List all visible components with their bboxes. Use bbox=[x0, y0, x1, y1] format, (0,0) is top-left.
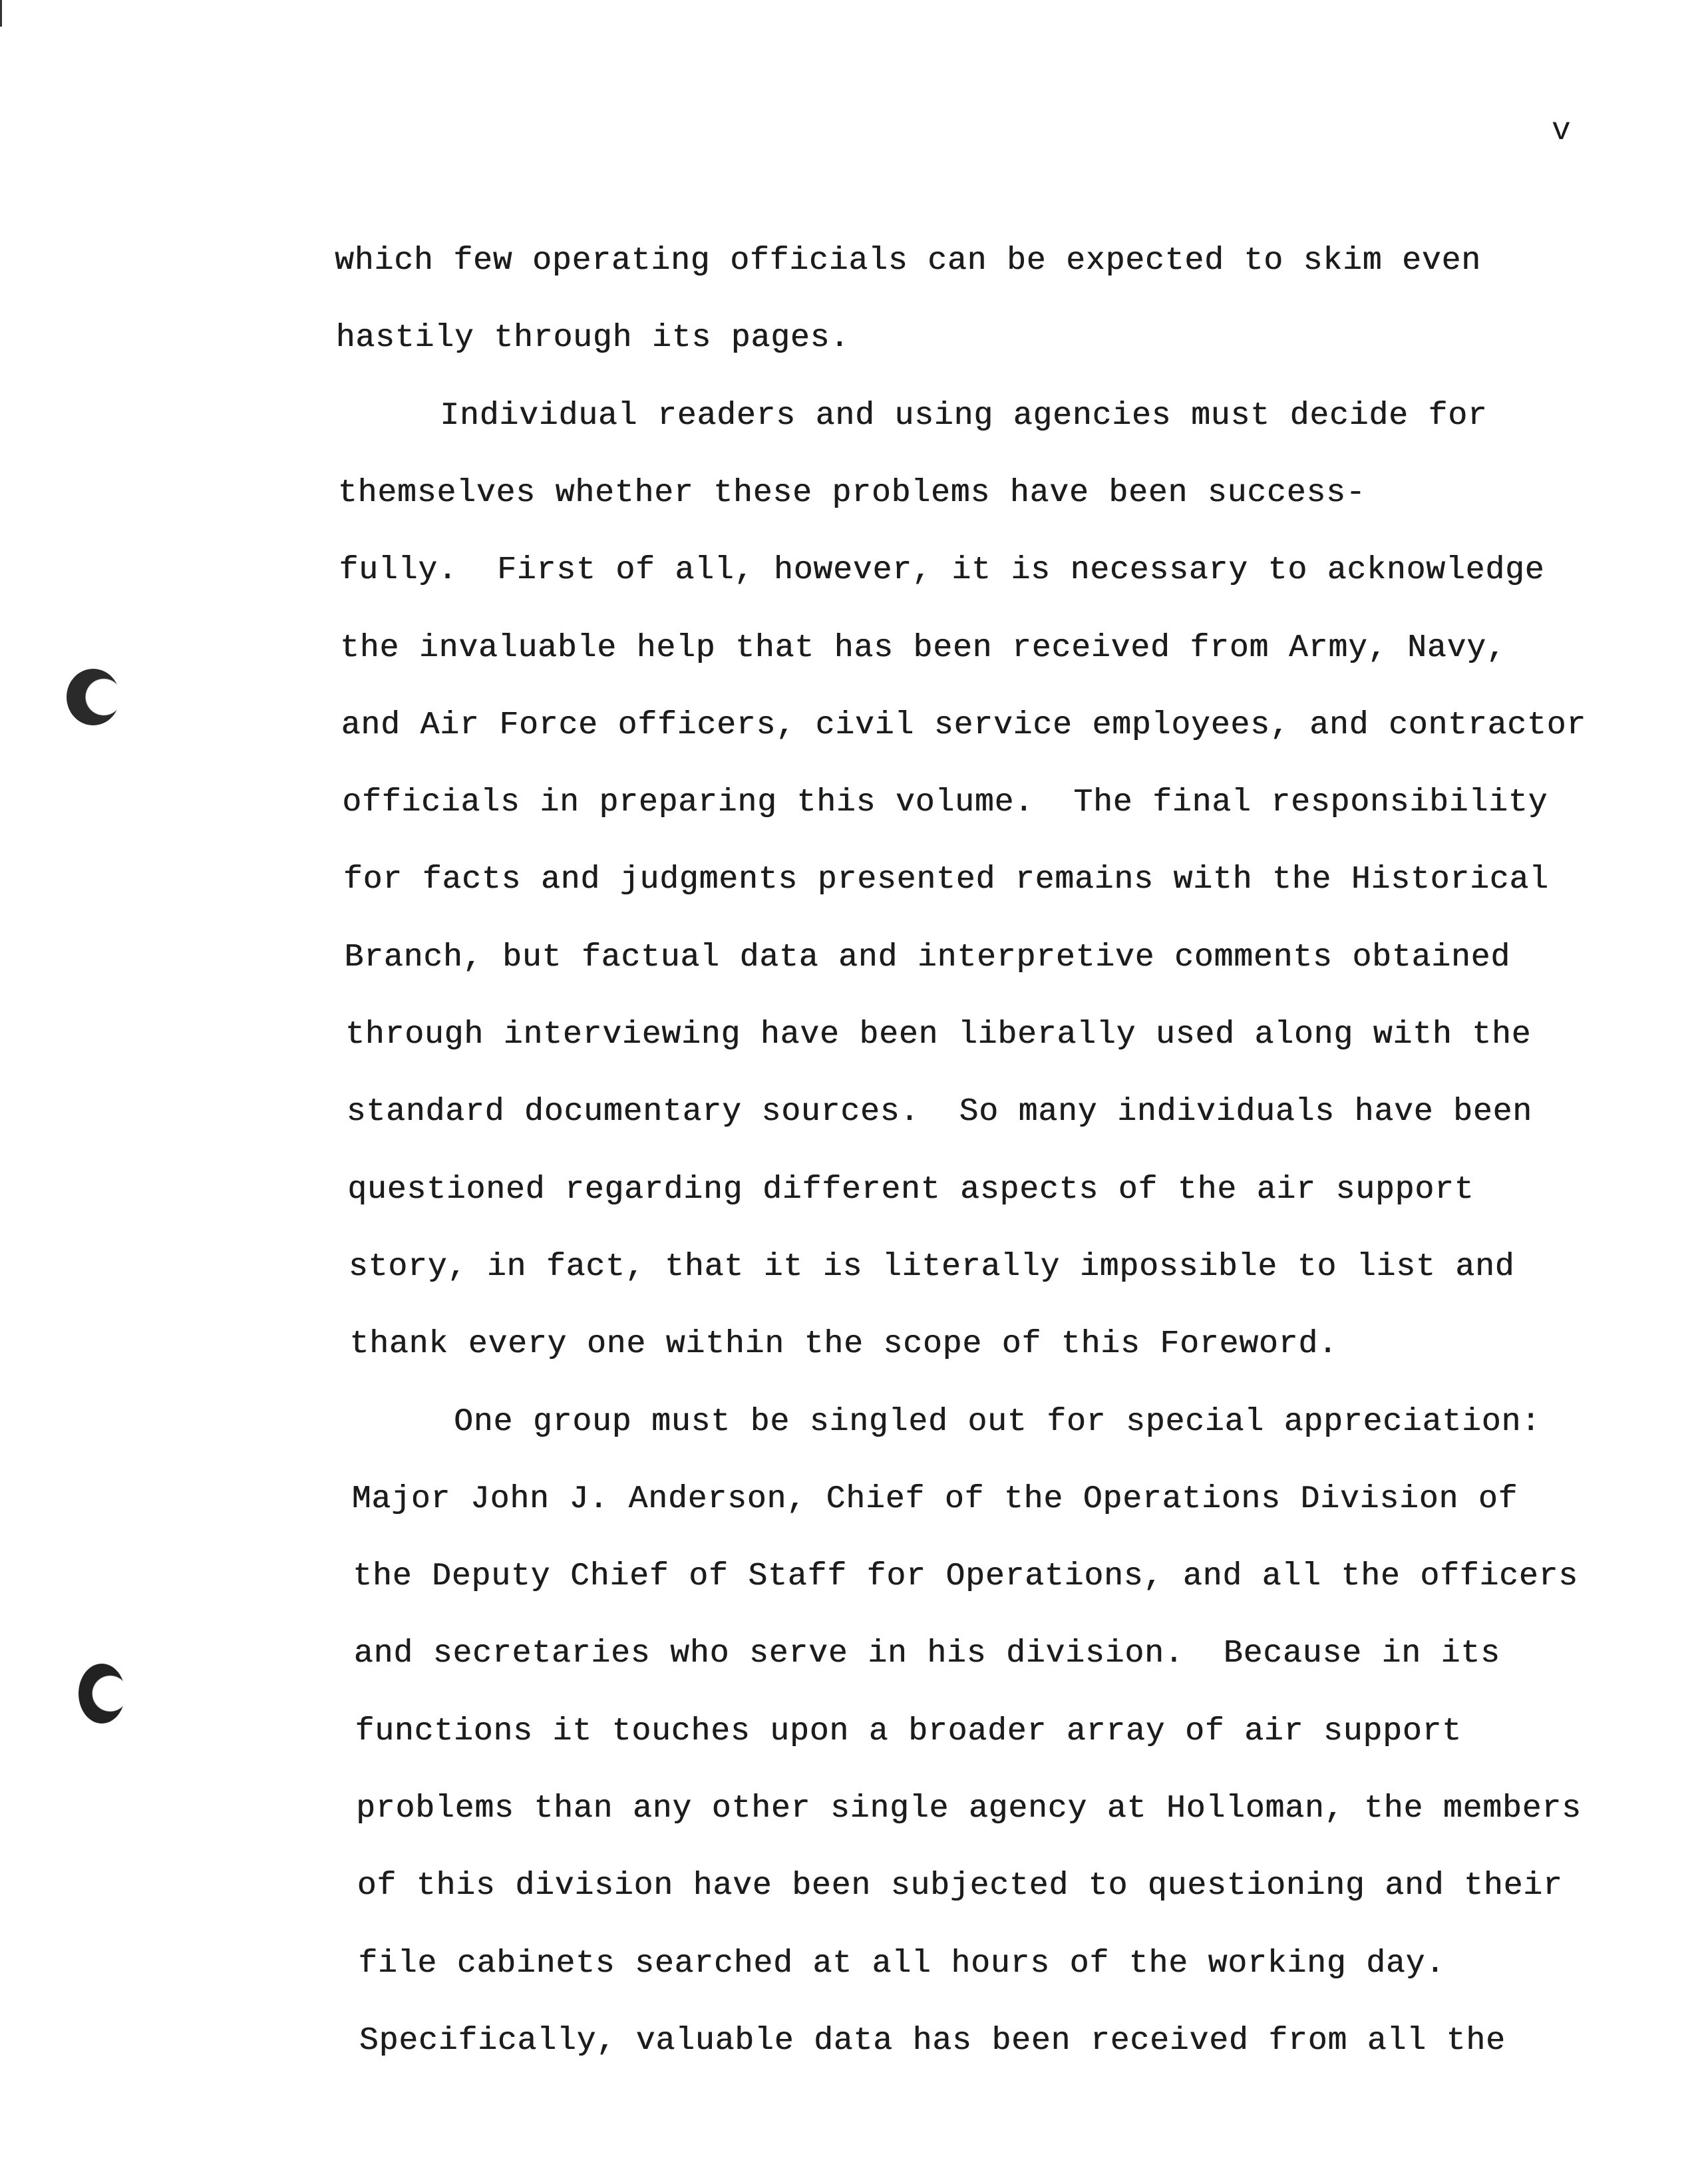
text-line: which few operating officials can be expected to skim even bbox=[335, 243, 1481, 279]
text-line: standard documentary sources. So many individuals have been bbox=[346, 1094, 1532, 1131]
punch-hole bbox=[67, 669, 120, 725]
text-line: Individual readers and using agencies must decide for bbox=[440, 397, 1488, 434]
text-line: the Deputy Chief of Staff for Operations, and all the officers bbox=[353, 1558, 1578, 1595]
text-line: for facts and judgments presented remains with the Historical bbox=[343, 862, 1549, 898]
text-line: One group must be singled out for special appreciation: bbox=[454, 1403, 1541, 1440]
text-line: functions it touches upon a broader array of air support bbox=[355, 1713, 1462, 1749]
text-line: hastily through its pages. bbox=[335, 320, 850, 357]
page-number: v bbox=[1552, 113, 1571, 149]
text-line: fully. First of all, however, it is necessary to acknowledge bbox=[339, 552, 1545, 589]
text-line: and Air Force officers, civil service employees, and contractor bbox=[341, 707, 1586, 743]
text-line: story, in fact, that it is literally impossible to list and bbox=[348, 1248, 1515, 1285]
text-line: thank every one within the scope of this Foreword. bbox=[349, 1326, 1338, 1363]
text-line: Branch, but factual data and interpretive comments obtained bbox=[344, 939, 1510, 976]
text-line: themselves whether these problems have been success- bbox=[337, 474, 1366, 511]
text-line: questioned regarding different aspects of the air support bbox=[347, 1171, 1474, 1208]
text-line: file cabinets searched at all hours of the working day. bbox=[358, 1945, 1445, 1982]
text-line: Specifically, valuable data has been received from all the bbox=[359, 2022, 1506, 2059]
punch-hole bbox=[79, 1664, 125, 1724]
text-line: officials in preparing this volume. The final responsibility bbox=[342, 785, 1548, 821]
text-line: of this division have been subjected to questioning and their bbox=[357, 1868, 1563, 1905]
text-line: through interviewing have been liberally used along with the bbox=[345, 1017, 1532, 1053]
page-edge-mark bbox=[0, 0, 2, 27]
text-line: problems than any other single agency at Holloman, the members bbox=[356, 1791, 1582, 1827]
text-line: the invaluable help that has been received from Army, Navy, bbox=[340, 630, 1506, 666]
text-line: Major John J. Anderson, Chief of the Operations Division of bbox=[351, 1481, 1518, 1517]
text-line: and secretaries who serve in his division. Because in its bbox=[353, 1636, 1500, 1672]
